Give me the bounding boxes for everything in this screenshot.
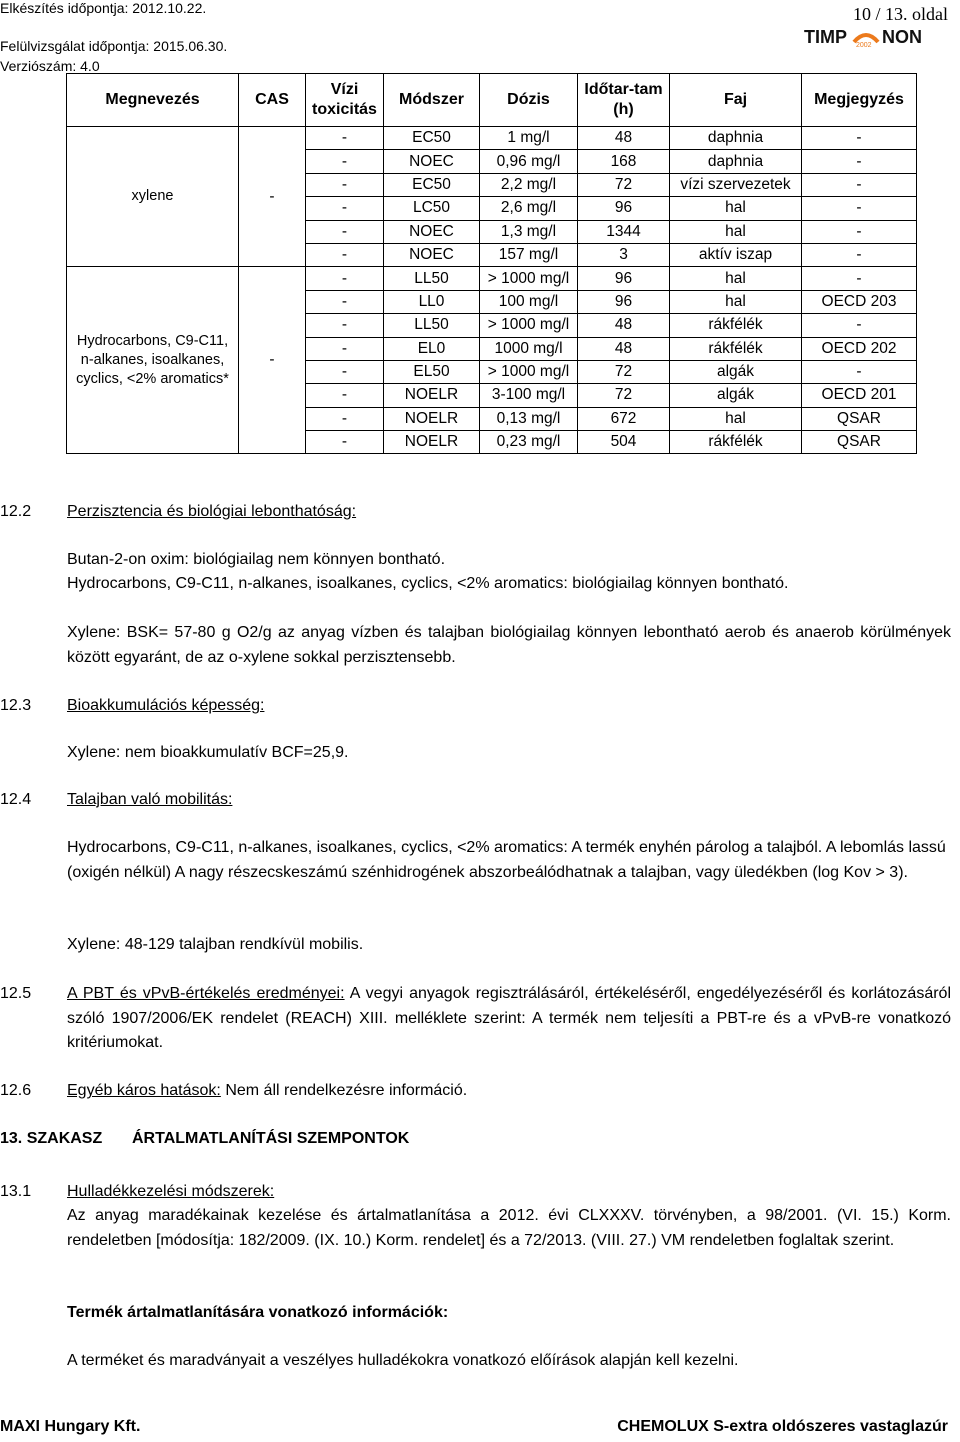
section-12-2-text-3: Xylene: BSK= 57-80 g O2/g az anyag vízben és talajban biológiailag könnyen lebontható aerob és anaerob körülmények között egyaránt, de az o-xylene sokkal perzisztensebb. (67, 624, 951, 666)
megjegyzes-cell: - (802, 360, 917, 383)
section-12-6-number: 12.6 (0, 1082, 32, 1099)
header-faj: Faj (670, 74, 802, 127)
faj-cell: rákfélék (670, 337, 802, 360)
page-number: 10 / 13. oldal (853, 4, 948, 24)
faj-cell: algák (670, 360, 802, 383)
modszer-cell: LL50 (384, 314, 480, 337)
faj-cell: daphnia (670, 127, 802, 150)
faj-cell: hal (670, 197, 802, 220)
svg-text:NON: NON (882, 27, 922, 47)
faj-cell: rákfélék (670, 314, 802, 337)
idotartam-cell: 1344 (578, 220, 670, 243)
section-12-3-number: 12.3 (0, 697, 32, 714)
cas-number: - (239, 127, 306, 267)
megjegyzes-cell: - (802, 314, 917, 337)
megjegyzes-cell: QSAR (802, 407, 917, 430)
section-12-5-title: A PBT és vPvB-értékelés eredményei: (67, 985, 345, 1002)
section-13-1-subheading: Termék ártalmatlanítására vonatkozó információk: (67, 1304, 449, 1321)
megjegyzes-cell: - (802, 243, 917, 266)
vizi-cell: - (306, 150, 384, 173)
faj-cell: rákfélék (670, 431, 802, 454)
modszer-cell: LC50 (384, 197, 480, 220)
dozis-cell: 2,6 mg/l (480, 197, 578, 220)
dozis-cell: 0,13 mg/l (480, 407, 578, 430)
section-12-5-text: A vegyi anyagok regisztrálásáról, értékeléséről, engedélyezéséről és korlátozásáról szóló 1907/2006/EK rendelet (REACH) XIII. melléklete szerint: A termék nem teljesíti a PBT-re és a vPvB-re vonatkozó kritériumokat. (67, 985, 952, 1051)
faj-cell: vízi szervezetek (670, 173, 802, 196)
dozis-cell: > 1000 mg/l (480, 267, 578, 290)
dozis-cell: 2,2 mg/l (480, 173, 578, 196)
header-cas: CAS (239, 74, 306, 127)
vizi-cell: - (306, 267, 384, 290)
cas-number: - (239, 267, 306, 454)
section-12-2-title: Perzisztencia és biológiai lebonthatóság: (67, 503, 357, 520)
header-idotartam: Időtar-tam (h) (578, 74, 670, 127)
idotartam-cell: 72 (578, 360, 670, 383)
section-12-4-text-1: Hydrocarbons, C9-C11, n-alkanes, isoalkanes, cyclics, <2% aromatics: A termék enyhén párolog a talajból. A lebomlás lassú (oxigén nélkül) A nagy részecskeszámú szénhidrogének abszorbeálódhatnak a talajban, vagy üledékben (log Kov > 3). (67, 839, 946, 881)
dozis-cell: > 1000 mg/l (480, 360, 578, 383)
vizi-cell: - (306, 290, 384, 313)
section-13-number: 13. SZAKASZ (0, 1130, 103, 1147)
footer-company: MAXI Hungary Kft. (0, 1418, 141, 1435)
modszer-cell: LL50 (384, 267, 480, 290)
faj-cell: hal (670, 220, 802, 243)
section-13-1-text-2: A terméket és maradványait a veszélyes hulladékokra vonatkozó előírások alapján kell kezelni. (67, 1352, 739, 1369)
svg-text:TIMP: TIMP (804, 27, 847, 47)
modszer-cell: NOELR (384, 431, 480, 454)
idotartam-cell: 72 (578, 173, 670, 196)
dozis-cell: 0,96 mg/l (480, 150, 578, 173)
faj-cell: hal (670, 290, 802, 313)
idotartam-cell: 96 (578, 267, 670, 290)
table-row (67, 127, 917, 150)
vizi-cell: - (306, 127, 384, 150)
table-body (67, 127, 917, 454)
vizi-cell: - (306, 384, 384, 407)
vizi-cell: - (306, 173, 384, 196)
section-12-6-text: Nem áll rendelkezésre információ. (220, 1082, 468, 1099)
modszer-cell: NOELR (384, 407, 480, 430)
idotartam-cell: 48 (578, 314, 670, 337)
section-12-6-title: Egyéb káros hatások: (67, 1082, 221, 1099)
section-12-4-text-2: Xylene: 48-129 talajban rendkívül mobilis. (67, 936, 364, 953)
faj-cell: aktív iszap (670, 243, 802, 266)
vizi-cell: - (306, 314, 384, 337)
dozis-cell: 157 mg/l (480, 243, 578, 266)
idotartam-cell: 48 (578, 337, 670, 360)
vizi-cell: - (306, 337, 384, 360)
header-name: Megnevezés (67, 74, 239, 127)
section-13-1-number: 13.1 (0, 1183, 32, 1200)
modszer-cell: EC50 (384, 127, 480, 150)
toxicity-table (66, 73, 917, 454)
megjegyzes-cell: OECD 202 (802, 337, 917, 360)
idotartam-cell: 96 (578, 197, 670, 220)
modszer-cell: EC50 (384, 173, 480, 196)
idotartam-cell: 504 (578, 431, 670, 454)
faj-cell: daphnia (670, 150, 802, 173)
megjegyzes-cell: - (802, 197, 917, 220)
substance-name: xylene (67, 127, 239, 267)
company-logo (804, 26, 928, 48)
megjegyzes-cell: QSAR (802, 431, 917, 454)
megjegyzes-cell: - (802, 150, 917, 173)
megjegyzes-cell: - (802, 127, 917, 150)
section-12-5-paragraph (67, 982, 951, 1056)
megjegyzes-cell: OECD 203 (802, 290, 917, 313)
section-13-1-title: Hulladékkezelési módszerek: (67, 1183, 275, 1200)
header-modszer: Módszer (384, 74, 480, 127)
dozis-cell: 1 mg/l (480, 127, 578, 150)
substance-name: Hydrocarbons, C9-C11, n-alkanes, isoalkanes, cyclics, <2% aromatics* (67, 267, 239, 454)
version-number: Verziószám: 4.0 (0, 58, 100, 74)
dozis-cell: 0,23 mg/l (480, 431, 578, 454)
megjegyzes-cell: - (802, 220, 917, 243)
section-12-2-number: 12.2 (0, 503, 32, 520)
modszer-cell: EL50 (384, 360, 480, 383)
section-12-4-title: Talajban való mobilitás: (67, 791, 233, 808)
section-13-title: ÁRTALMATLANÍTÁSI SZEMPONTOK (132, 1130, 410, 1147)
modszer-cell: EL0 (384, 337, 480, 360)
modszer-cell: NOEC (384, 150, 480, 173)
revised-date: Felülvizsgálat időpontja: 2015.06.30. (0, 38, 228, 54)
table-header-row (67, 74, 917, 127)
section-12-6-paragraph (67, 1079, 951, 1104)
section-12-5-number: 12.5 (0, 985, 32, 1002)
svg-text:2002: 2002 (856, 42, 872, 48)
idotartam-cell: 48 (578, 127, 670, 150)
vizi-cell: - (306, 197, 384, 220)
section-13-1-text-1: Az anyag maradékainak kezelése és ártalmatlanítása a 2012. évi CLXXXV. törvényben, a 98/2001. (VI. 15.) Korm. rendeletben [módosítja: 182/2009. (IX. 10.) Korm. rendelet] és a 72/2013. (VIII. 27.) VM rendeletben foglaltak szerint. (67, 1207, 951, 1249)
modszer-cell: NOEC (384, 220, 480, 243)
footer-product: CHEMOLUX S-extra oldószeres vastaglazúr (617, 1418, 948, 1435)
modszer-cell: NOELR (384, 384, 480, 407)
header-vizi: Vízi toxicitás (306, 74, 384, 127)
dozis-cell: > 1000 mg/l (480, 314, 578, 337)
dozis-cell: 100 mg/l (480, 290, 578, 313)
idotartam-cell: 72 (578, 384, 670, 407)
faj-cell: hal (670, 267, 802, 290)
idotartam-cell: 672 (578, 407, 670, 430)
section-12-3-title: Bioakkumulációs képesség: (67, 697, 265, 714)
vizi-cell: - (306, 360, 384, 383)
megjegyzes-cell: - (802, 173, 917, 196)
section-12-3-text: Xylene: nem bioakkumulatív BCF=25,9. (67, 744, 349, 761)
faj-cell: hal (670, 407, 802, 430)
vizi-cell: - (306, 220, 384, 243)
idotartam-cell: 3 (578, 243, 670, 266)
created-date: Elkészítés időpontja: 2012.10.22. (0, 0, 207, 16)
idotartam-cell: 168 (578, 150, 670, 173)
dozis-cell: 3-100 mg/l (480, 384, 578, 407)
dozis-cell: 1000 mg/l (480, 337, 578, 360)
table-row (67, 267, 917, 290)
section-12-2-text-1: Butan-2-on oxim: biológiailag nem könnyen bontható. (67, 551, 446, 568)
idotartam-cell: 96 (578, 290, 670, 313)
megjegyzes-cell: OECD 201 (802, 384, 917, 407)
faj-cell: algák (670, 384, 802, 407)
modszer-cell: LL0 (384, 290, 480, 313)
header-dozis: Dózis (480, 74, 578, 127)
vizi-cell: - (306, 243, 384, 266)
header-megjegyzes: Megjegyzés (802, 74, 917, 127)
megjegyzes-cell: - (802, 267, 917, 290)
section-12-4-number: 12.4 (0, 791, 32, 808)
vizi-cell: - (306, 407, 384, 430)
section-12-2-text-2: Hydrocarbons, C9-C11, n-alkanes, isoalkanes, cyclics, <2% aromatics: biológiailag könnyen bontható. (67, 575, 789, 592)
dozis-cell: 1,3 mg/l (480, 220, 578, 243)
vizi-cell: - (306, 431, 384, 454)
modszer-cell: NOEC (384, 243, 480, 266)
